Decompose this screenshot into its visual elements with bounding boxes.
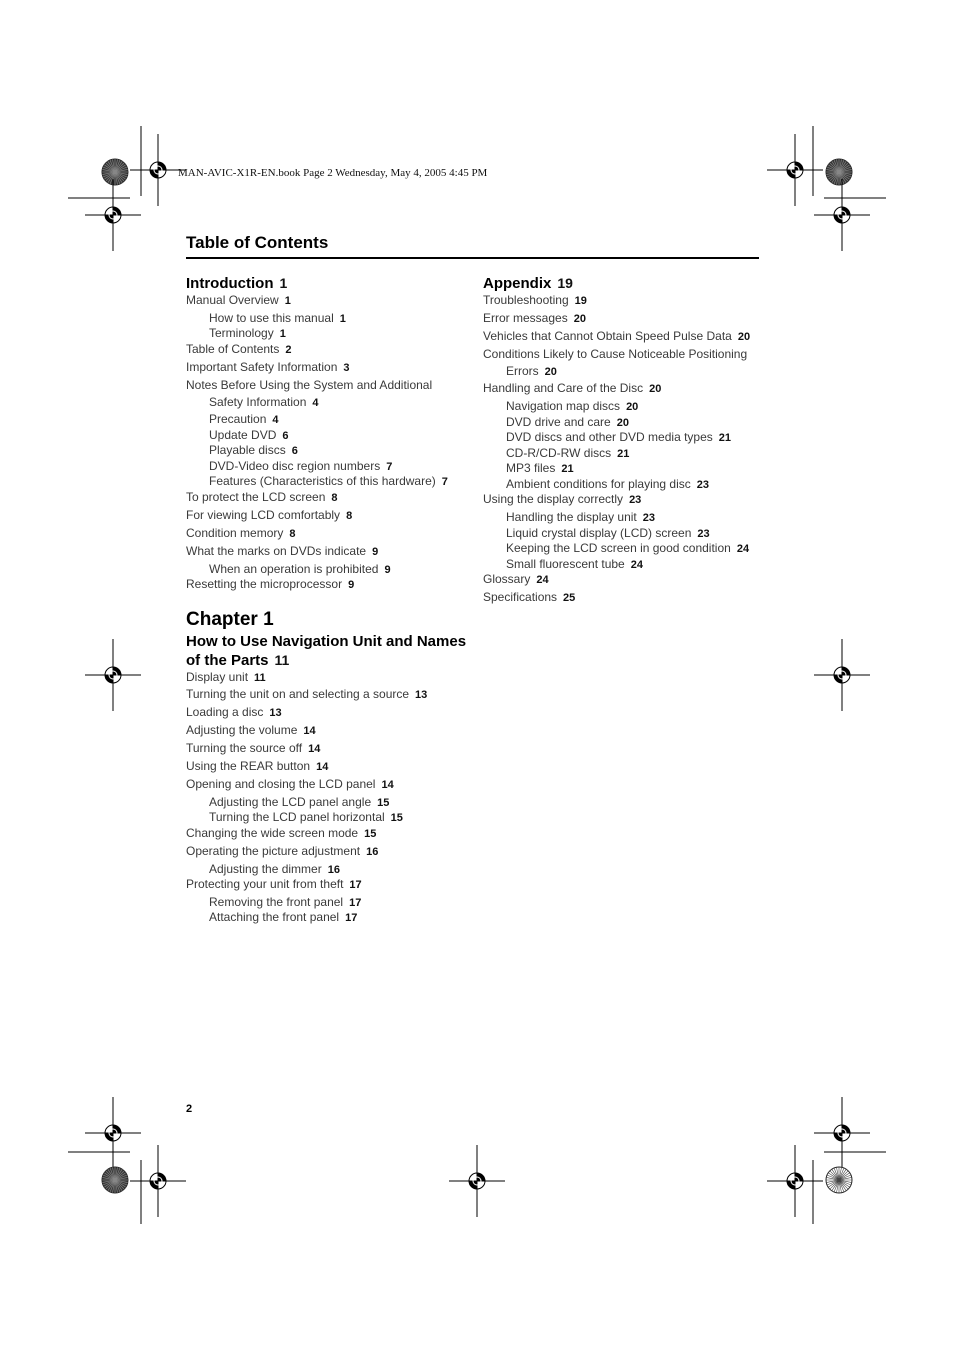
toc-entry-page-number: 1 [339,312,346,325]
toc-entry-page-number: 21 [617,447,630,460]
toc-entry-page-number: 20 [626,401,639,414]
toc-entry-title: What the marks on DVDs indicate [186,543,367,558]
toc-entry-title: Introduction [186,275,274,292]
toc-entry-title: Turning the source off [186,741,303,756]
toc-entry-title: Troubleshooting [483,293,569,307]
toc-entry-page-number: 20 [616,416,629,429]
toc-entry[interactable] [483,293,773,309]
toc-entry-page-number: 23 [629,494,642,507]
toc-entry-page-number: 24 [536,574,549,587]
toc-entry[interactable] [186,326,471,342]
toc-entry-page-number: 4 [312,396,319,409]
toc-entry[interactable] [483,477,773,493]
page-title: Table of Contents [186,233,329,252]
toc-entry[interactable] [186,490,471,506]
toc-entry-title: Attaching the front panel [209,910,340,925]
toc-entry-title: For viewing LCD comfortably [186,507,341,522]
toc-entry[interactable] [186,741,471,757]
toc-entry-page-number: 7 [441,476,448,489]
toc-entry[interactable] [483,572,773,588]
toc-entry-page-number: 23 [642,512,656,525]
toc-entry-page-number: 20 [737,330,751,343]
toc-chapter-heading [186,609,471,631]
toc-entry[interactable] [186,877,471,893]
toc-entry-page-number: 17 [349,879,362,892]
toc-entry-title: Precaution [209,412,267,427]
toc-entry-page-number: 8 [289,527,296,540]
toc-entry-page-number: 1 [279,328,286,341]
toc-entry-page-number: 23 [696,478,710,491]
toc-entry-title: Important Safety Information [186,359,338,374]
toc-entry-title: Keeping the LCD screen in good condition [506,541,731,556]
toc-entry[interactable] [186,293,471,309]
toc-entry[interactable] [186,844,471,860]
toc-entry-title: Removing the front panel [209,894,344,909]
toc-entry-title: Navigation map discs [506,399,621,414]
toc-entry-page-number: 6 [282,429,289,442]
toc-entry[interactable] [186,443,471,459]
toc-entry[interactable] [186,508,471,524]
toc-entry-title: To protect the LCD screen [186,489,326,504]
toc-entry-title: When an operation is prohibited [209,561,379,576]
toc-entry-title: Handling the display unit [506,510,637,525]
toc-entry-title: DVD drive and care [506,414,611,429]
toc-entry-title: MP3 files [506,461,556,476]
toc-entry-page-number: 19 [574,295,587,307]
toc-entry-page-number: 24 [630,558,643,571]
toc-entry-page-number: 11 [254,671,266,684]
toc-entry-title: Errors [506,363,539,378]
toc-entry-title: Notes Before Using the System and Additional [186,377,433,392]
toc-entry[interactable] [483,399,773,415]
toc-entry[interactable] [483,526,773,542]
toc-entry-page-number: 9 [384,563,391,576]
toc-entry-title: Handling and Care of the Disc [483,381,644,396]
toc-entry-title: Adjusting the volume [186,723,298,738]
toc-entry-title: DVD-Video disc region numbers [209,458,381,473]
toc-entry-title: Loading a disc [186,705,264,720]
toc-entry-title: Using the display correctly [483,492,624,507]
toc-entry-page-number: 14 [381,778,394,791]
toc-entry[interactable] [186,895,471,911]
toc-entry-page-number: 6 [291,445,298,458]
toc-entry-title: Features (Characteristics of this hardware) [209,474,436,489]
toc-entry-title: Terminology [209,326,274,341]
toc-entry-title: Changing the wide screen mode [186,825,359,840]
toc-entry-title: Display unit [186,669,249,684]
toc-entry-title: Table of Contents [186,341,280,356]
toc-entry-title: Error messages [483,310,568,325]
toc-entry-page-number: 19 [557,275,573,291]
toc-entry-title: Playable discs [209,443,286,458]
toc-entry-title: Update DVD [209,427,277,442]
toc-entry-title: Ambient conditions for playing disc [506,476,691,491]
toc-entry-title: Chapter 1 [186,608,274,630]
toc-entry-title: Resetting the microprocessor [186,577,343,592]
page-number: 2 [186,1103,193,1115]
toc-entry-page-number: 8 [331,491,338,504]
toc-entry-title: Opening and closing the LCD panel [186,776,376,791]
toc-entry[interactable] [186,428,471,444]
toc-section-heading[interactable] [483,274,773,293]
toc-entry-title: How to use this manual [209,310,334,325]
toc-entry[interactable] [483,347,773,362]
toc-entry[interactable] [186,412,471,428]
toc-entry-title: Adjusting the LCD panel angle [209,794,372,809]
toc-entry-page-number: 14 [303,725,316,738]
toc-entry[interactable] [186,577,471,593]
toc-entry[interactable] [186,777,471,793]
toc-entry-page-number: 20 [573,312,586,325]
toc-entry-page-number: 14 [316,760,329,773]
toc-entry-title: DVD discs and other DVD media types [506,430,713,445]
toc-entry-page-number: 7 [386,460,393,473]
toc-entry[interactable] [483,329,773,345]
toc-entry[interactable] [186,395,471,411]
toc-entry[interactable] [483,446,773,462]
toc-entry-title: Turning the unit on and selecting a source [186,687,410,702]
toc-entry[interactable] [186,544,471,560]
toc-entry-title: Glossary [483,572,531,587]
toc-entry-title: Specifications [483,590,558,605]
toc-entry-title: Vehicles that Cannot Obtain Speed Pulse Data [483,328,732,343]
toc-entry-page-number: 21 [718,432,732,445]
toc-entry[interactable] [483,381,773,397]
toc-entry[interactable] [483,461,773,477]
toc-entry-page-number: 1 [284,295,291,307]
toc-entry[interactable] [186,562,471,578]
toc-entry-title: Liquid crystal display (LCD) screen [506,525,692,540]
toc-entry-page-number: 1 [279,275,288,291]
toc-entry-page-number: 20 [544,365,557,378]
toc-entry-page-number: 16 [366,845,379,858]
toc-entry-page-number: 9 [348,579,355,592]
toc-entry[interactable] [483,590,773,606]
toc-entry-title: Manual Overview [186,293,279,307]
toc-entry-page-number: 11 [274,651,290,668]
toc-entry-title: Adjusting the dimmer [209,861,322,876]
toc-entry-page-number: 13 [269,707,282,720]
toc-entry[interactable] [186,826,471,842]
toc-entry[interactable] [483,557,773,573]
toc-entry[interactable] [483,492,773,508]
toc-entry[interactable] [186,459,471,475]
toc-entry[interactable] [186,474,471,490]
toc-entry[interactable] [186,526,471,542]
toc-entry[interactable] [186,723,471,739]
toc-entry-title: CD-R/CD-RW discs [506,445,612,460]
toc-entry-page-number: 13 [415,689,428,702]
toc-entry-page-number: 24 [736,543,750,556]
toc-entry-title: Conditions Likely to Cause Noticeable Positioning [483,346,748,361]
print-header: MAN-AVIC-X1R-EN.book Page 2 Wednesday, May 4, 2005 4:45 PM [178,167,488,179]
toc-entry[interactable] [186,705,471,721]
toc-right-column [483,274,773,608]
toc-entry-page-number: 4 [272,414,279,427]
toc-entry-page-number: 3 [343,361,350,374]
toc-entry-title: Turning the LCD panel horizontal [209,810,385,825]
toc-entry-page-number: 17 [349,896,362,909]
toc-entry-page-number: 15 [364,827,377,840]
toc-entry-page-number: 23 [697,527,710,540]
toc-section-heading[interactable] [186,632,471,670]
toc-entry-title: Appendix [483,275,552,292]
toc-entry[interactable] [186,378,471,393]
toc-entry-page-number: 2 [285,343,292,356]
toc-entry-page-number: 17 [345,912,358,925]
toc-entry[interactable] [186,759,471,775]
toc-entry[interactable] [186,360,471,376]
toc-entry-page-number: 9 [372,545,379,558]
toc-entry-title: Operating the picture adjustment [186,843,361,858]
toc-entry[interactable] [186,687,471,703]
toc-entry-page-number: 15 [377,796,390,809]
toc-section-heading[interactable] [186,274,471,293]
toc-entry[interactable] [186,670,471,686]
toc-entry[interactable] [483,510,773,526]
toc-entry[interactable] [186,342,471,358]
toc-entry-page-number: 16 [327,863,340,876]
toc-entry-title: Condition memory [186,525,284,540]
toc-entry[interactable] [483,541,773,557]
toc-entry-page-number: 20 [649,383,662,396]
toc-left-column [186,274,471,926]
toc-entry[interactable] [186,810,471,826]
toc-entry-title: How to Use Navigation Unit and Names of the Parts [186,632,467,669]
toc-entry[interactable] [483,364,773,380]
toc-entry-title: Protecting your unit from theft [186,877,344,892]
toc-entry[interactable] [483,430,773,446]
toc-entry[interactable] [186,910,471,926]
toc-entry-page-number: 25 [563,592,576,605]
toc-entry-page-number: 8 [346,509,353,522]
toc-entry-title: Small fluorescent tube [506,556,625,571]
toc-entry-page-number: 15 [390,812,403,825]
toc-entry[interactable] [483,415,773,431]
toc-entry-title: Using the REAR button [186,758,311,773]
title-rule [186,257,759,259]
toc-entry-page-number: 14 [308,743,321,756]
toc-entry-title: Safety Information [209,394,307,409]
toc-entry[interactable] [483,311,773,327]
toc-entry[interactable] [186,795,471,811]
toc-entry[interactable] [186,862,471,878]
toc-entry[interactable] [186,311,471,327]
toc-entry-page-number: 21 [561,463,574,476]
